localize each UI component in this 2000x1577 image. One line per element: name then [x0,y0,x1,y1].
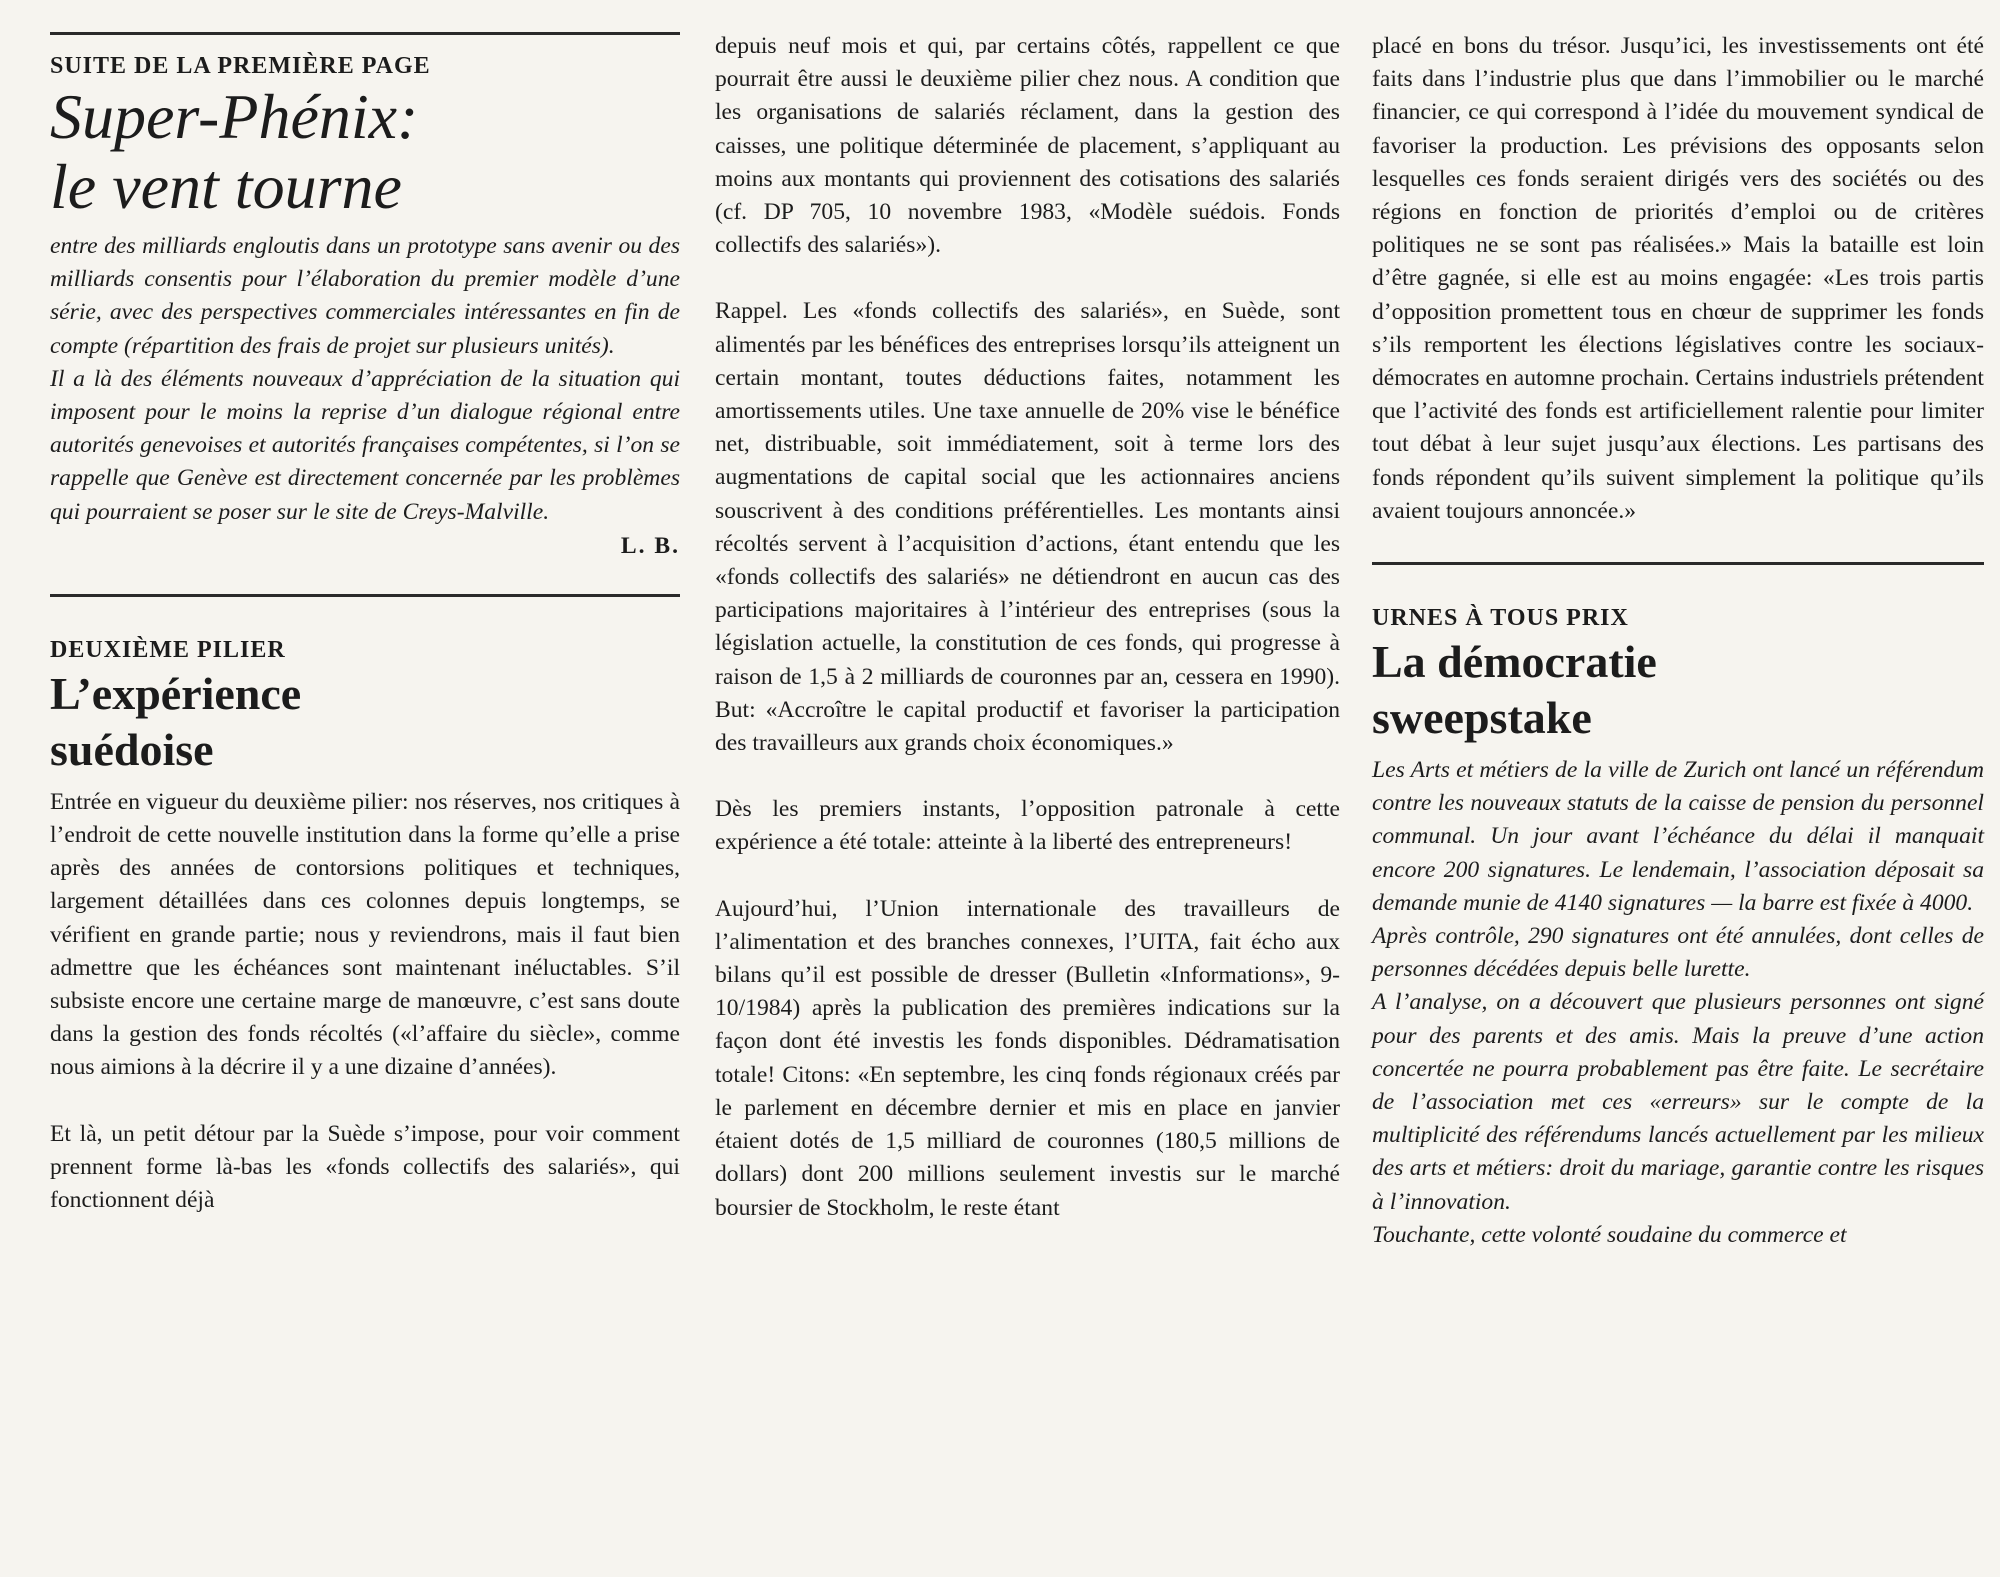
paragraph: Aujourd’hui, l’Union internationale des travailleurs de l’alimentation et des branches connexes, l’UITA, fait écho aux bilans qu’il est possible de dresser (Bulletin «Informations», 9-10/1984) après la publication des premières indications sur la façon dont été investis les fonds disponibles. Dédramatisation totale! Citons: «En septembre, les cinq fonds régionaux créés par le parlement en décembre dernier et mis en place en janvier étaient dotés de 1,5 milliard de couronnes (180,5 millions de dollars) dont 200 millions seulement investis sur le marché boursier de Stockholm, le reste étant [715,895,1340,1221]
paragraph: placé en bons du trésor. Jusqu’ici, les investissements ont été faits dans l’industrie plus que dans l’immobilier ou le marché financier, ce qui correspond à l’idée du mouvement syndical de favoriser la production. Les prévisions des opposants selon lesquelles ces fonds seraient dirigés vers des sociétés ou des régions en fonction de priorités d’emploi ou de critères politiques ne se sont pas réalisées.» Mais la bataille est loin d’être gagnée, si elle est au moins engagée: «Les trois partis d’opposition promettent tous en chœur de supprimer les fonds s’ils remportent les élections législatives contre les sociaux-démocrates en automne prochain. Certains industriels prétendent que l’activité des fonds est artificiellement ralentie pour limiter tout débat à leur sujet jusqu’aux élections. Les partisans des fonds répondent qu’ils suivent simplement la politique qu’ils avaient toujours annoncée.» [1372,33,1984,524]
divider [1372,562,1984,565]
column-2 [715,30,1340,1225]
column-1 [50,32,680,1217]
article-kicker: DEUXIÈME PILIER [50,636,286,663]
paragraph: Il a là des éléments nouveaux d’appréciation de la situation qui imposent pour le moins la reprise d’un dialogue régional entre autorités genevoises et autorités françaises compétentes, si l’on se rappelle que Genève est directement concernée par les problèmes qui pourraient se poser sur le site de Creys-Malville. [50,365,680,525]
paragraph: depuis neuf mois et qui, par certains côtés, rappellent ce que pourrait être aussi le deuxième pilier chez nous. A condition que les organisations de salariés réclament, dans la gestion des caisses, une politique déterminée de placement, s’appliquant au moins aux montants qui proviennent des cotisations des salariés (cf. DP 705, 10 novembre 1983, «Modèle suédois. Fonds collectifs des salariés»). [715,33,1340,259]
column-3 [1372,30,1984,1252]
paragraph: Entrée en vigueur du deuxième pilier: nos réserves, nos critiques à l’endroit de cette nouvelle institution dans la forme qu’elle a prise après des années de contorsions politiques et techniques, largement détaillées dans ces colonnes depuis longtemps, se vérifient en grande partie; nous y reviendrons, mais il faut bien admettre que les échéances sont maintenant inéluctables. S’il subsiste encore une certaine marge de manœuvre, c’est sans doute dans la gestion des fonds récoltés («l’affaire du siècle», comme nous aimions à la décrire il y a une dizaine d’années). [50,788,680,1081]
paragraph: Rappel. Les «fonds collectifs des salariés», en Suède, sont alimentés par les bénéfices des entreprises lorsqu’ils atteignent un certain montant, toutes déductions faites, notamment les amortissements utiles. Une taxe annuelle de 20% vise le bénéfice net, distribuable, soit immédiatement, soit à terme lors des augmentations de capital social que les actionnaires anciens souscrivent à des conditions préférentielles. Les montants ainsi récoltés servent à l’acquisition d’actions, étant entendu que les «fonds collectifs des salariés» ne détiendront en aucun cas des participations majoritaires à l’intérieur des entreprises (sous la législation actuelle, la constitution de ces fonds, qui progresse à raison de 1,5 à 2 milliards de couronnes par an, cessera en 1990). But: «Accroître le capital productif et favoriser la participation des travailleurs aux grands choix économiques.» [715,298,1340,757]
title-line: La démocratie [1372,636,1657,688]
paragraph: Les Arts et métiers de la ville de Zurich ont lancé un référendum contre les nouveaux statuts de la caisse de pension du personnel communal. Un jour avant l’échéance du délai il manquait encore 200 signatures. Le lendemain, l’association déposait sa demande munie de 4140 signatures — la barre est fixée à 4000. [1372,757,1984,916]
article-kicker: SUITE DE LA PREMIÈRE PAGE [50,53,431,79]
article-title [50,82,680,222]
title-line: L’expérience [50,667,302,719]
article-title [50,666,680,778]
title-line: sweepstake [1372,692,1592,744]
article-kicker: URNES À TOUS PRIX [1372,605,1629,632]
paragraph: Après contrôle, 290 signatures ont été annulées, dont celles de personnes décédées depuis belle lurette. [1372,923,1984,983]
paragraph: Touchante, cette volonté soudaine du commerce et [1372,1221,1847,1248]
paragraph: A l’analyse, on a découvert que plusieurs personnes ont signé pour des parents et des amis. Mais la preuve d’une action concertée ne pourra probablement pas être faite. Le secrétaire de l’association met ces «erreurs» sur le compte de la multiplicité des référendums lancés actuellement par les milieux des arts et métiers: droit du mariage, garantie contre les risques à l’innovation. [1372,989,1984,1215]
divider [50,32,680,35]
title-line: le vent tourne [50,151,402,222]
paragraph: Et là, un petit détour par la Suède s’impose, pour voir comment prennent forme là-bas les «fonds collectifs des salariés», qui fonctionnent déjà [50,1120,680,1214]
divider [50,594,680,597]
title-line: Super-Phénix: [50,81,419,152]
article-title [1372,634,1984,746]
paragraph: entre des milliards engloutis dans un prototype sans avenir ou des milliards consentis pour l’élaboration du premier modèle d’une série, avec des perspectives commerciales intéressantes en fin de compte (répartition des frais de projet sur plusieurs unités). [50,233,680,359]
paragraph: Dès les premiers instants, l’opposition patronale à cette expérience a été totale: atteinte à la liberté des entrepreneurs! [715,796,1340,856]
author-signature: L. B. [620,532,680,559]
title-line: suédoise [50,723,214,775]
